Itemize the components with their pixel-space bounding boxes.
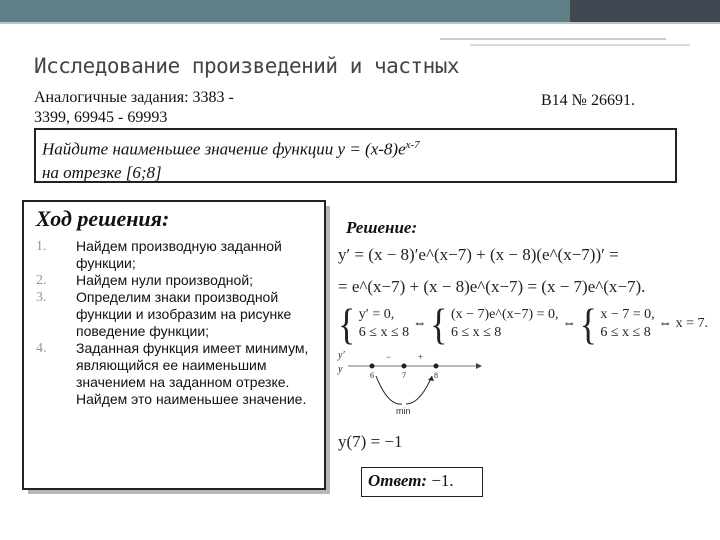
sign-chart	[336, 346, 486, 416]
top-bar-underline	[0, 22, 720, 24]
list-item: 1. Найдем производную заданной функции;	[36, 238, 282, 271]
list-item: 3. Определим знаки производной функции и изобразим на рисунке поведение функции;	[36, 289, 292, 339]
brace: {	[579, 300, 597, 348]
axis-arrow	[476, 363, 482, 369]
point-marker	[402, 364, 407, 369]
task-text: Найдите наименьшее значение функции y = (x-8)e	[42, 139, 406, 159]
task-line-2: на отрезке [6;8]	[42, 162, 162, 182]
point-label: 8	[434, 371, 438, 380]
task-exponent: x-7	[405, 139, 420, 151]
list-item: 2. Найдем нули производной;	[36, 272, 254, 288]
analog-line: Аналогичные задания: 3383 -	[34, 89, 234, 106]
top-decor-bar	[0, 0, 720, 24]
decor-line	[470, 44, 690, 46]
solution-plan-box	[22, 200, 326, 490]
decreasing-arrow	[376, 376, 402, 404]
task-id: B14 № 26691.	[541, 92, 635, 109]
solution-heading: Ход решения:	[36, 206, 170, 231]
sign-label-derivative: y′	[338, 350, 345, 361]
reshenie-label: Решение:	[346, 218, 418, 237]
sign-label-function: y	[338, 364, 343, 375]
top-bar-segment-left	[0, 0, 570, 22]
task-line-1	[42, 134, 669, 161]
point-marker	[434, 364, 439, 369]
task-statement	[34, 128, 677, 183]
min-label: min	[396, 406, 411, 416]
answer-box	[361, 467, 483, 497]
derivative-line-1: y′ = (x − 8)′e^(x−7) + (x − 8)(e^(x−7))′ =	[338, 245, 619, 264]
minus-sign: −	[386, 352, 392, 362]
slide-title: Исследование произведений и частных	[34, 54, 460, 78]
function-value: y(7) = −1	[338, 432, 403, 451]
point-marker	[370, 364, 375, 369]
answer-value: −1.	[427, 471, 454, 490]
list-item: 4. Заданная функция имеет минимум, являющийся ее наименьшим значением на заданном отрезке. Найдем это наименьшее значение.	[36, 340, 309, 407]
steps-list	[36, 238, 321, 408]
plus-sign: +	[418, 352, 424, 362]
brace: {	[338, 300, 356, 348]
brace: {	[430, 300, 448, 348]
derivative-line-2: = e^(x−7) + (x − 8)e^(x−7) = (x − 7)e^(x−7).	[338, 277, 646, 296]
top-bar-segment-right	[570, 0, 720, 22]
analog-line: 3399, 69945 - 69993	[34, 109, 168, 126]
decor-line	[440, 38, 666, 40]
equation-system: { y′ = 0, 6 ≤ x ≤ 8 ⇔ { (x − 7)e^(x−7) = 0, 6 ≤ x ≤ 8 ⇔ { x − 7 = 0, 6 ≤ x ≤ 8 ⇔ x = 7.	[338, 300, 709, 348]
increasing-arrow	[406, 376, 432, 404]
point-label: 7	[402, 371, 406, 380]
analog-tasks	[34, 88, 304, 128]
point-label: 6	[370, 371, 374, 380]
answer-label: Ответ:	[368, 471, 428, 490]
